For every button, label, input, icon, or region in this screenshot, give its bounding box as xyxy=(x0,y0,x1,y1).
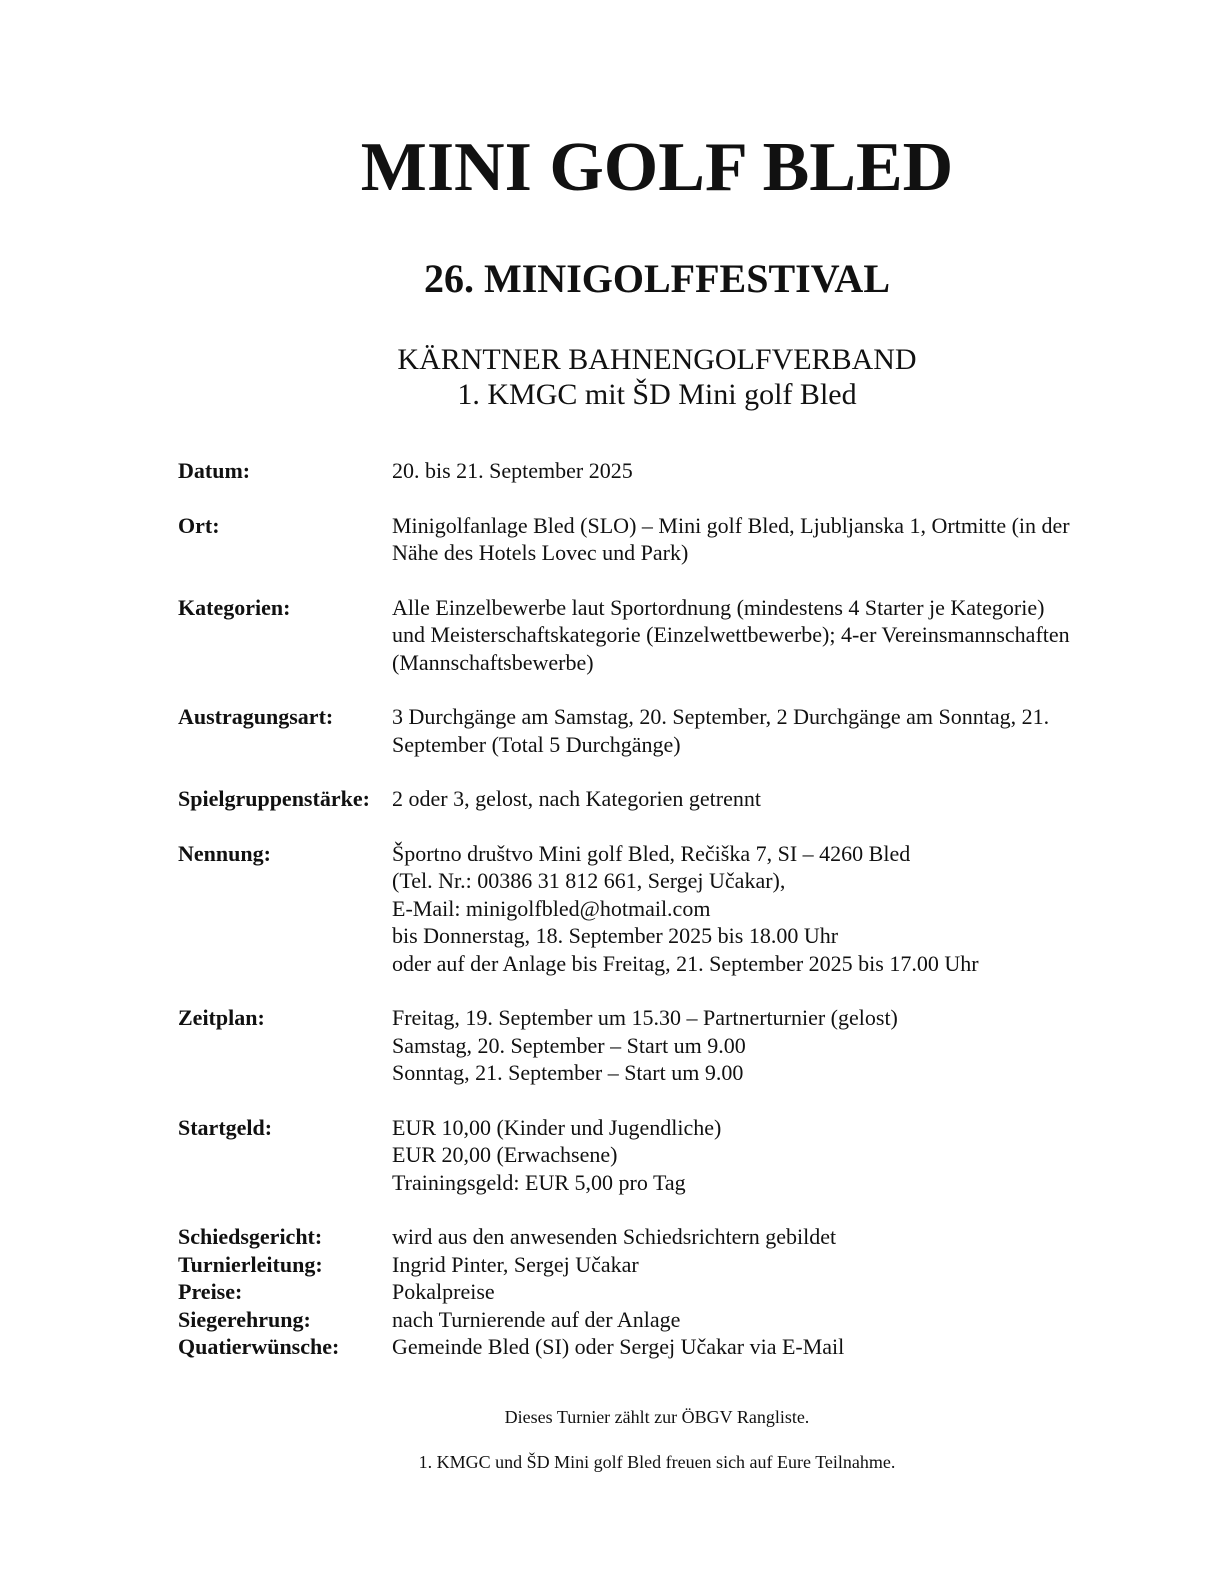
detail-line: Samstag, 20. September – Start um 9.00 xyxy=(392,1032,746,1058)
detail-label: Startgeld: xyxy=(178,1114,273,1140)
detail-row-ort xyxy=(178,512,1148,567)
detail-line: Minigolfanlage Bled (SLO) – Mini golf Bled, Ljubljanska 1, Ortmitte (in der xyxy=(392,512,1070,538)
detail-label: Siegerehrung: xyxy=(178,1306,311,1332)
detail-line: Nähe des Hotels Lovec und Park) xyxy=(392,540,689,565)
detail-row-nennung xyxy=(178,840,1148,978)
detail-row-kategorien xyxy=(178,594,1148,677)
detail-line: September (Total 5 Durchgänge) xyxy=(392,731,681,757)
detail-value xyxy=(392,1114,1148,1197)
detail-value xyxy=(392,840,1148,978)
organizer-block xyxy=(0,342,1224,412)
detail-value xyxy=(392,1004,1148,1087)
detail-line: Sonntag, 21. September – Start um 9.00 xyxy=(392,1060,744,1085)
detail-label: Spielgruppenstärke: xyxy=(178,786,370,811)
closing-note: 1. KMGC und ŠD Mini golf Bled freuen sich auf Eure Teilnahme. xyxy=(418,1452,896,1472)
detail-line: 3 Durchgänge am Samstag, 20. September, 2 Durchgänge am Sonntag, 21. xyxy=(392,704,1050,729)
details-section xyxy=(178,457,1148,1361)
detail-line: EUR 10,00 (Kinder und Jugendliche) xyxy=(392,1114,722,1140)
detail-label: Quatierwünsche: xyxy=(178,1334,340,1359)
detail-label: Datum: xyxy=(178,458,251,483)
detail-line: Športno društvo Mini golf Bled, Rečiška 7, SI – 4260 Bled xyxy=(392,840,911,866)
detail-value: Pokalpreise xyxy=(392,1279,495,1304)
detail-value xyxy=(392,512,1148,567)
detail-value: Gemeinde Bled (SI) oder Sergej Učakar via E-Mail xyxy=(392,1334,845,1359)
detail-label: Kategorien: xyxy=(178,594,291,620)
detail-value xyxy=(392,457,1148,485)
detail-row-siegerehrung xyxy=(178,1306,1148,1334)
detail-row-zeitplan xyxy=(178,1004,1148,1087)
detail-label: Ort: xyxy=(178,512,220,538)
detail-row-startgeld xyxy=(178,1114,1148,1197)
detail-row-turnierleitung xyxy=(178,1251,1148,1279)
detail-line: und Meisterschaftskategorie (Einzelwettbewerbe); 4-er Vereinsmannschaften xyxy=(392,622,1070,647)
detail-value xyxy=(392,703,1148,758)
event-subtitle: 26. MINIGOLFFESTIVAL xyxy=(423,256,890,301)
detail-line: oder auf der Anlage bis Freitag, 21. September 2025 bis 17.00 Uhr xyxy=(392,950,979,976)
detail-row-schiedsgericht xyxy=(178,1223,1148,1251)
detail-row-datum xyxy=(178,457,1148,485)
detail-row-spielgruppenstaerke xyxy=(178,785,1148,813)
organizer-line-2: 1. KMGC mit ŠD Mini golf Bled xyxy=(457,378,857,411)
detail-line: Freitag, 19. September um 15.30 – Partnerturnier (gelost) xyxy=(392,1005,898,1030)
detail-row-preise xyxy=(178,1278,1148,1306)
ranking-note: Dieses Turnier zählt zur ÖBGV Rangliste. xyxy=(504,1407,810,1427)
page-title: MINI GOLF BLED xyxy=(360,129,954,206)
detail-value xyxy=(392,594,1148,677)
detail-value: wird aus den anwesenden Schiedsrichtern gebildet xyxy=(392,1224,837,1249)
detail-value: nach Turnierende auf der Anlage xyxy=(392,1306,681,1332)
detail-line: Trainingsgeld: EUR 5,00 pro Tag xyxy=(392,1169,686,1195)
detail-label: Preise: xyxy=(178,1279,243,1304)
detail-line: Alle Einzelbewerbe laut Sportordnung (mindestens 4 Starter je Kategorie) xyxy=(392,594,1045,620)
detail-line: (Tel. Nr.: 00386 31 812 661, Sergej Učakar), xyxy=(392,868,786,893)
detail-value: Ingrid Pinter, Sergej Učakar xyxy=(392,1251,639,1277)
detail-value xyxy=(392,785,1148,813)
detail-label: Austragungsart: xyxy=(178,704,334,729)
detail-line: 2 oder 3, gelost, nach Kategorien getrennt xyxy=(392,786,761,811)
detail-line: 20. bis 21. September 2025 xyxy=(392,458,633,483)
detail-label: Zeitplan: xyxy=(178,1005,265,1030)
detail-label: Nennung: xyxy=(178,840,271,866)
detail-label: Turnierleitung: xyxy=(178,1251,323,1277)
organizer-line-1: KÄRNTNER BAHNENGOLFVERBAND xyxy=(397,343,917,376)
detail-label: Schiedsgericht: xyxy=(178,1224,323,1249)
detail-line: EUR 20,00 (Erwachsene) xyxy=(392,1142,618,1167)
detail-row-austragungsart xyxy=(178,703,1148,758)
detail-line: (Mannschaftsbewerbe) xyxy=(392,649,594,675)
detail-line: bis Donnerstag, 18. September 2025 bis 18.00 Uhr xyxy=(392,923,839,948)
detail-row-quatierwuensche xyxy=(178,1333,1148,1361)
email-line[interactable]: E-Mail: minigolfbled@hotmail.com xyxy=(392,895,711,921)
